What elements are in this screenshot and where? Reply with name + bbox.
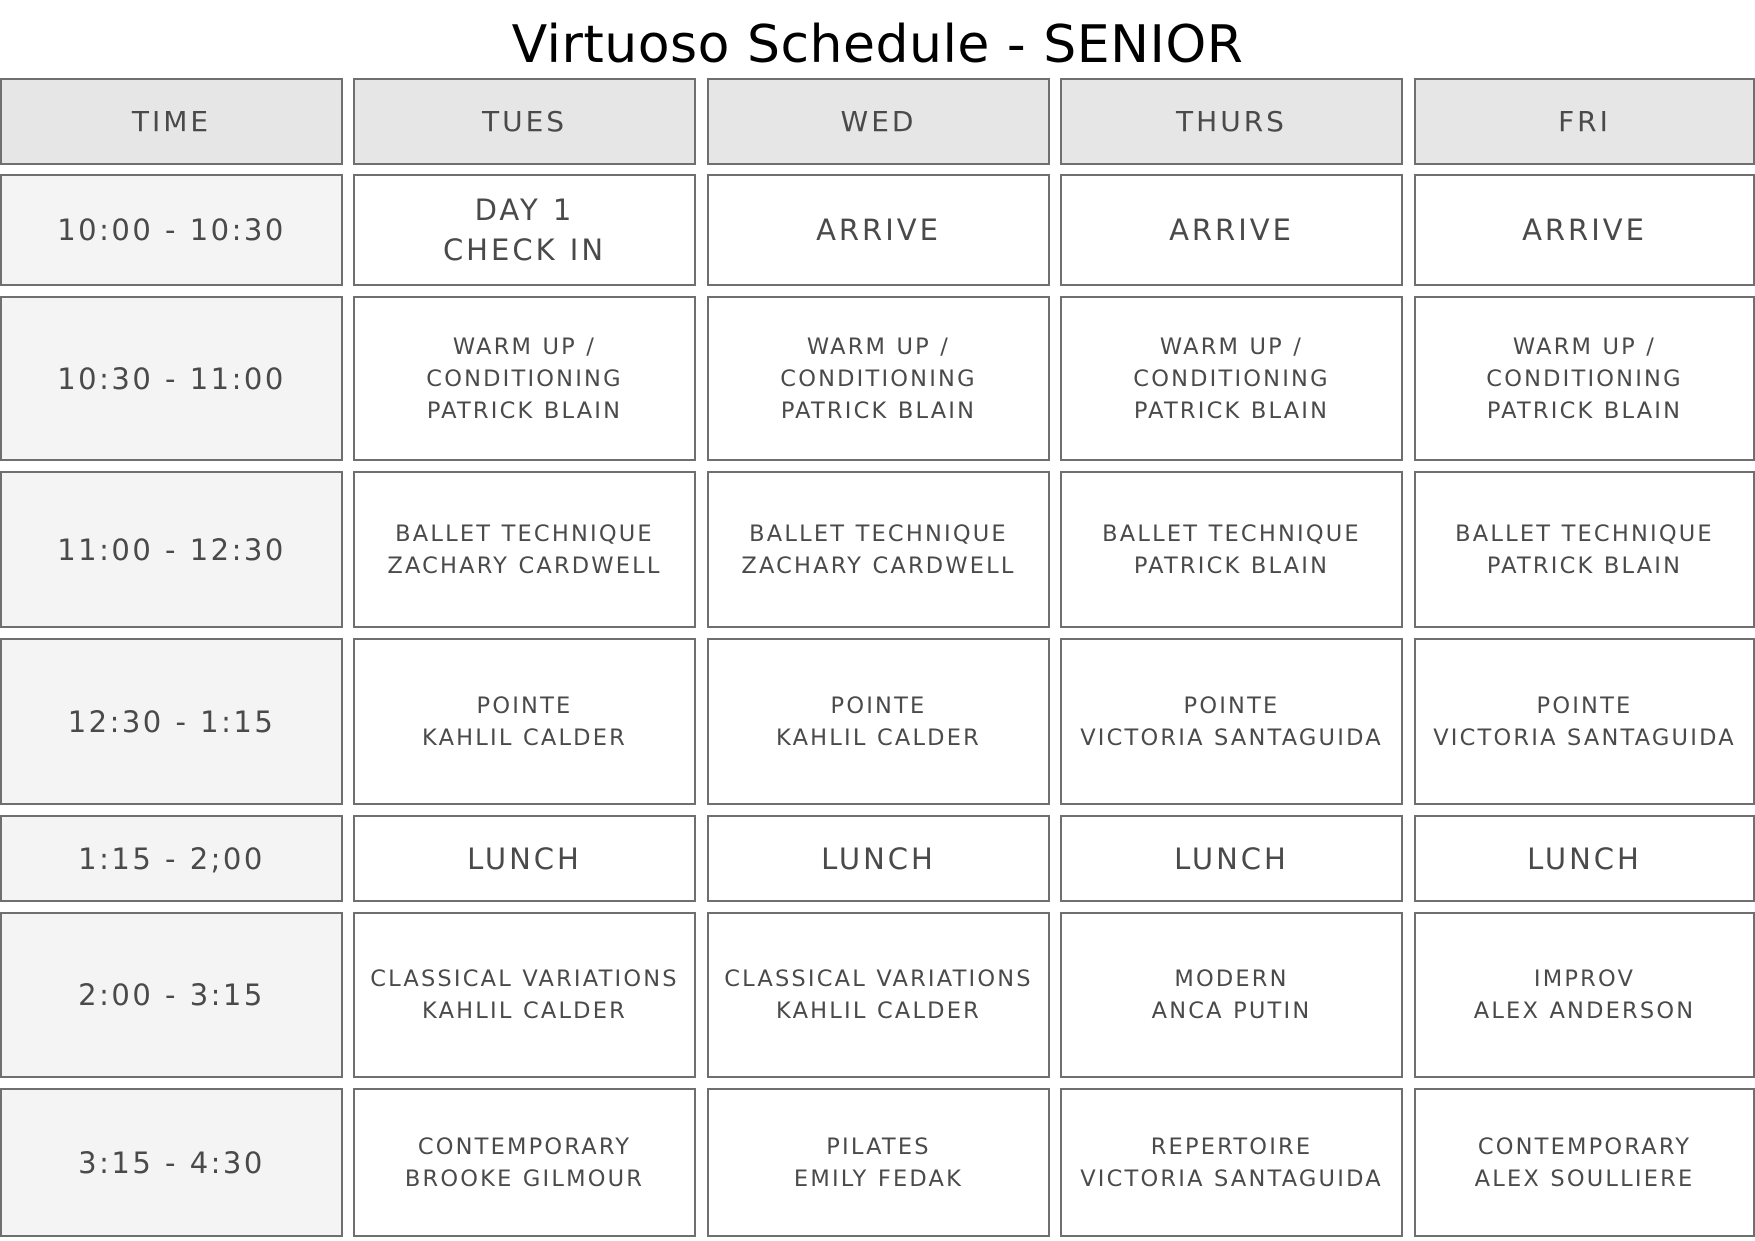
- session-cell-fri: [1414, 1088, 1755, 1237]
- session-line: EMILY FEDAK: [793, 1165, 964, 1192]
- session-line: MODERN: [1174, 966, 1289, 992]
- session-cell-fri: [1414, 471, 1755, 628]
- session-line: ZACHARY CARDWELL: [387, 552, 662, 579]
- session-line: PATRICK BLAIN: [1133, 552, 1330, 579]
- session-line: IMPROV: [1533, 966, 1636, 992]
- session-line: POINTE: [830, 692, 927, 719]
- session-cell-fri: [1414, 912, 1755, 1078]
- time-slot-label: 12:30 - 1:15: [67, 704, 276, 739]
- session-line: PATRICK BLAIN: [780, 397, 977, 424]
- session-cell-thurs: [1060, 1088, 1403, 1237]
- session-cell-tues: [353, 638, 696, 805]
- session-line: CLASSICAL VARIATIONS: [370, 966, 679, 992]
- session-line: CONTEMPORARY: [1477, 1133, 1692, 1160]
- session-cell-thurs: [1060, 296, 1403, 461]
- column-header-label: WED: [840, 105, 917, 138]
- time-slot-cell: [0, 638, 343, 805]
- session-line: CONDITIONING: [780, 365, 977, 392]
- time-slot-label: 1:15 - 2;00: [78, 841, 265, 876]
- session-cell-thurs: [1060, 912, 1403, 1078]
- session-cell-wed: [707, 1088, 1050, 1237]
- session-line: ARRIVE: [1522, 213, 1647, 247]
- session-cell-thurs: [1060, 471, 1403, 628]
- column-header-label: FRI: [1558, 105, 1611, 138]
- column-header-tues: [353, 78, 696, 165]
- session-line: PILATES: [826, 1133, 931, 1160]
- session-line: CONDITIONING: [1486, 365, 1683, 392]
- column-header-label: TUES: [481, 105, 568, 138]
- time-slot-cell: [0, 1088, 343, 1237]
- time-slot-cell: [0, 912, 343, 1078]
- session-cell-fri: [1414, 638, 1755, 805]
- session-line: BALLET TECHNIQUE: [1102, 520, 1361, 547]
- session-line: WARM UP /: [1512, 333, 1657, 360]
- session-line: WARM UP /: [1159, 333, 1304, 360]
- session-line: DAY 1: [474, 193, 575, 227]
- session-cell-tues: [353, 815, 696, 902]
- time-slot-label: 10:30 - 11:00: [57, 361, 286, 396]
- session-cell-tues: [353, 174, 696, 286]
- session-line: PATRICK BLAIN: [1486, 397, 1683, 424]
- session-line: PATRICK BLAIN: [426, 397, 623, 424]
- time-slot-label: 2:00 - 3:15: [78, 978, 265, 1012]
- session-line: KAHLIL CALDER: [776, 724, 981, 751]
- time-slot-label: 11:00 - 12:30: [57, 532, 286, 567]
- session-cell-wed: [707, 912, 1050, 1078]
- column-header-wed: [707, 78, 1050, 165]
- session-cell-fri: [1414, 174, 1755, 286]
- time-slot-cell: [0, 296, 343, 461]
- session-line: LUNCH: [1527, 841, 1642, 876]
- session-line: ARRIVE: [816, 213, 941, 247]
- session-line: CONDITIONING: [426, 365, 623, 392]
- session-line: LUNCH: [1174, 841, 1289, 876]
- column-header-label: TIME: [131, 105, 212, 138]
- session-line: CONDITIONING: [1133, 365, 1330, 392]
- session-line: VICTORIA SANTAGUIDA: [1080, 1165, 1383, 1192]
- session-cell-wed: [707, 174, 1050, 286]
- session-cell-thurs: [1060, 174, 1403, 286]
- session-cell-wed: [707, 638, 1050, 805]
- time-slot-label: 3:15 - 4:30: [78, 1145, 265, 1180]
- session-line: KAHLIL CALDER: [422, 998, 627, 1024]
- session-cell-fri: [1414, 296, 1755, 461]
- column-header-thurs: [1060, 78, 1403, 165]
- time-slot-cell: [0, 174, 343, 286]
- session-line: ALEX SOULLIERE: [1474, 1165, 1695, 1192]
- session-line: WARM UP /: [806, 333, 951, 360]
- session-line: ALEX ANDERSON: [1473, 998, 1696, 1024]
- session-cell-thurs: [1060, 815, 1403, 902]
- session-cell-wed: [707, 815, 1050, 902]
- time-slot-label: 10:00 - 10:30: [57, 213, 286, 247]
- session-line: POINTE: [1183, 692, 1280, 719]
- session-cell-tues: [353, 912, 696, 1078]
- session-line: VICTORIA SANTAGUIDA: [1433, 724, 1736, 751]
- session-cell-thurs: [1060, 638, 1403, 805]
- session-line: BALLET TECHNIQUE: [749, 520, 1008, 547]
- session-cell-wed: [707, 296, 1050, 461]
- column-header-label: THURS: [1176, 105, 1287, 138]
- time-slot-cell: [0, 471, 343, 628]
- session-line: VICTORIA SANTAGUIDA: [1080, 724, 1383, 751]
- session-line: CLASSICAL VARIATIONS: [724, 966, 1033, 992]
- session-line: PATRICK BLAIN: [1133, 397, 1330, 424]
- session-line: ANCA PUTIN: [1151, 998, 1312, 1024]
- session-cell-fri: [1414, 815, 1755, 902]
- session-line: CHECK IN: [442, 233, 607, 267]
- session-line: PATRICK BLAIN: [1486, 552, 1683, 579]
- time-slot-cell: [0, 815, 343, 902]
- session-line: CONTEMPORARY: [417, 1133, 632, 1160]
- session-line: POINTE: [476, 692, 573, 719]
- session-line: KAHLIL CALDER: [422, 724, 627, 751]
- session-line: REPERTOIRE: [1150, 1133, 1313, 1160]
- session-line: BROOKE GILMOUR: [404, 1165, 645, 1192]
- session-line: BALLET TECHNIQUE: [1455, 520, 1714, 547]
- session-line: WARM UP /: [452, 333, 597, 360]
- session-cell-tues: [353, 296, 696, 461]
- page-title: Virtuoso Schedule - SENIOR: [511, 15, 1244, 75]
- session-line: POINTE: [1536, 692, 1633, 719]
- session-line: ARRIVE: [1169, 213, 1294, 247]
- session-line: ZACHARY CARDWELL: [741, 552, 1016, 579]
- session-line: LUNCH: [467, 841, 582, 876]
- session-cell-tues: [353, 471, 696, 628]
- session-line: LUNCH: [821, 841, 936, 876]
- session-line: KAHLIL CALDER: [776, 998, 981, 1024]
- session-line: BALLET TECHNIQUE: [395, 520, 654, 547]
- session-cell-tues: [353, 1088, 696, 1237]
- column-header-fri: [1414, 78, 1755, 165]
- column-header-time: [0, 78, 343, 165]
- session-cell-wed: [707, 471, 1050, 628]
